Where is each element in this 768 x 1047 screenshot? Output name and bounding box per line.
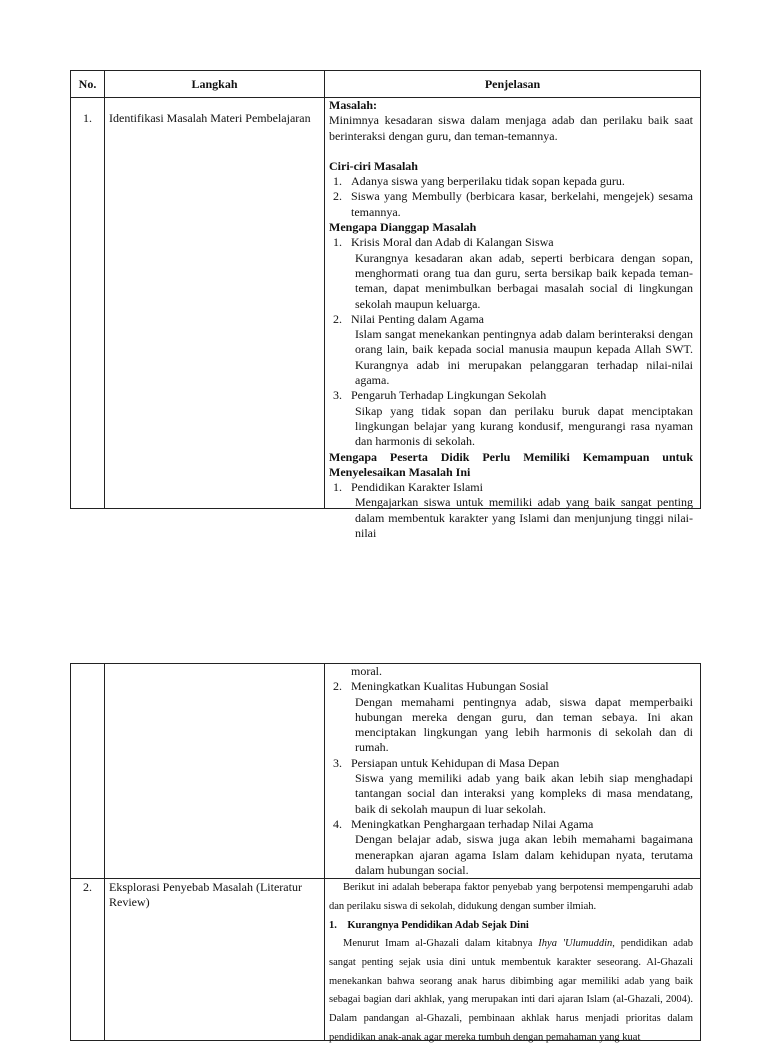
list-item-desc: Mengajarkan siswa untuk memiliki adab yang baik sangat penting dalam membentuk karakter yang Islami dan menjunjung tinggi nilai-nilai <box>355 495 693 541</box>
row-explanation-continued <box>325 664 701 879</box>
mengapa-title: Mengapa Dianggap Masalah <box>329 220 477 235</box>
list-item: 2. Nilai Penting dalam Agama <box>333 311 484 326</box>
row-number: 2. <box>71 879 105 1041</box>
header-no: No. <box>71 71 105 98</box>
list-item-desc: Kurangnya kesadaran akan adab, seperti berbicara dengan sopan, menghormati orang tua dan guru, serta bersikap baik kepada teman-teman, dapat menimbulkan berbagai masalah social di lingkungan sekolah maupun keluarga. <box>355 250 693 311</box>
list-item: 1. Adanya siswa yang berperilaku tidak sopan kepada guru. <box>333 174 625 189</box>
table-header-row <box>71 71 701 98</box>
table-page-1 <box>70 70 701 541</box>
row-explanation <box>325 879 701 1041</box>
table-row <box>71 879 701 1041</box>
intro-paragraph: Berikut ini adalah beberapa faktor penyebab yang berpotensi mempengaruhi adab dan perilaku siswa di sekolah, didukung dengan sumber ilmiah. <box>329 882 693 912</box>
list-item: 4. Meningkatkan Penghargaan terhadap Nilai Agama <box>333 816 594 831</box>
list-item-desc: Dengan belajar adab, siswa juga akan lebih memahami bagaimana menerapkan ajaran agama Islam dalam kehidupan nyata, terutama dalam hubungan social. <box>355 832 693 877</box>
list-item-desc: Islam sangat menekankan pentingnya adab dalam berinteraksi dengan orang lain, baik kepada social manusia maupun kepada Allah SWT. Kurangnya adab ini merupakan pelanggaran terhadap nilai-nilai agama. <box>355 327 693 388</box>
table-page-2 <box>70 663 701 1041</box>
cause-paragraph: Menurut Imam al-Ghazali dalam kitabnya Ihya 'Ulumuddin, pendidikan adab sangat penting sejak usia dini untuk membentuk karakter seseorang. Al-Ghazali menekankan bahwa seorang anak harus dibimbing agar memiliki adab yang baik sebagai bagian dari akhlak, yang merupakan inti dari ajaran Islam (al-Ghazali, 2004). Dalam pandangan al-Ghazali, pembinaan akhlak harus menjadi prioritas dalam pendidikan anak-anak agar mereka tumbuh dengan pemahaman yang kuat <box>329 938 694 1043</box>
perlu-title: Mengapa Peserta Didik Perlu Memiliki Kemampuan untuk Menyelesaikan Masalah Ini <box>329 449 693 479</box>
list-item: 2. Siswa yang Membully (berbicara kasar, berkelahi, mengejek) sesama temannya. <box>333 189 693 219</box>
perlu-list <box>333 480 693 541</box>
continued-line: moral. <box>351 664 382 678</box>
header-penjelasan: Penjelasan <box>325 71 701 98</box>
row-step-empty <box>105 664 325 879</box>
table-row <box>71 98 701 509</box>
row-number-empty <box>71 664 105 879</box>
header-langkah: Langkah <box>105 71 325 98</box>
list-item-desc: Dengan memahami pentingnya adab, siswa dapat memperbaiki hubungan mereka dengan guru, dan teman sebaya. Ini akan menciptakan lingkungan yang lebih harmonis di sekolah dan di rumah. <box>355 694 693 755</box>
list-item: 1. Pendidikan Karakter Islami <box>333 480 483 495</box>
masalah-label: Masalah: <box>329 98 377 112</box>
row-step: Identifikasi Masalah Materi Pembelajaran <box>105 98 325 509</box>
ciri-title: Ciri-ciri Masalah <box>329 158 418 173</box>
list-item: 3. Pengaruh Terhadap Lingkungan Sekolah <box>333 388 547 403</box>
list-item-desc: Sikap yang tidak sopan dan perilaku buruk dapat menciptakan lingkungan belajar yang kurang kondusif, mengurangi rasa nyaman dan harmonis di sekolah. <box>355 403 693 449</box>
perlu-list-continued <box>333 679 693 878</box>
table-row <box>71 664 701 879</box>
ciri-list <box>333 174 693 220</box>
mengapa-list <box>333 235 693 449</box>
list-item: 2. Meningkatkan Kualitas Hubungan Sosial <box>333 679 549 694</box>
row-number: 1. <box>71 98 105 509</box>
list-item: 3. Persiapan untuk Kehidupan di Masa Depan <box>333 755 560 770</box>
book-title: Ihya 'Ulumuddin <box>538 938 613 950</box>
cause-heading: 1. Kurangnya Pendidikan Adab Sejak Dini <box>329 919 529 931</box>
list-item-desc: Siswa yang memiliki adab yang baik akan lebih siap menghadapi tantangan social dan interaksi yang kompleks di masa mendatang, baik di sekolah maupun di luar sekolah. <box>355 771 693 816</box>
row-explanation <box>325 98 701 541</box>
list-item: 1. Krisis Moral dan Adab di Kalangan Siswa <box>333 235 554 250</box>
row-step: Eksplorasi Penyebab Masalah (Literatur Review) <box>105 879 325 1041</box>
masalah-text: Minimnya kesadaran siswa dalam menjaga adab dan perilaku baik saat berinteraksi dengan guru, dan teman-temannya. <box>329 113 693 143</box>
